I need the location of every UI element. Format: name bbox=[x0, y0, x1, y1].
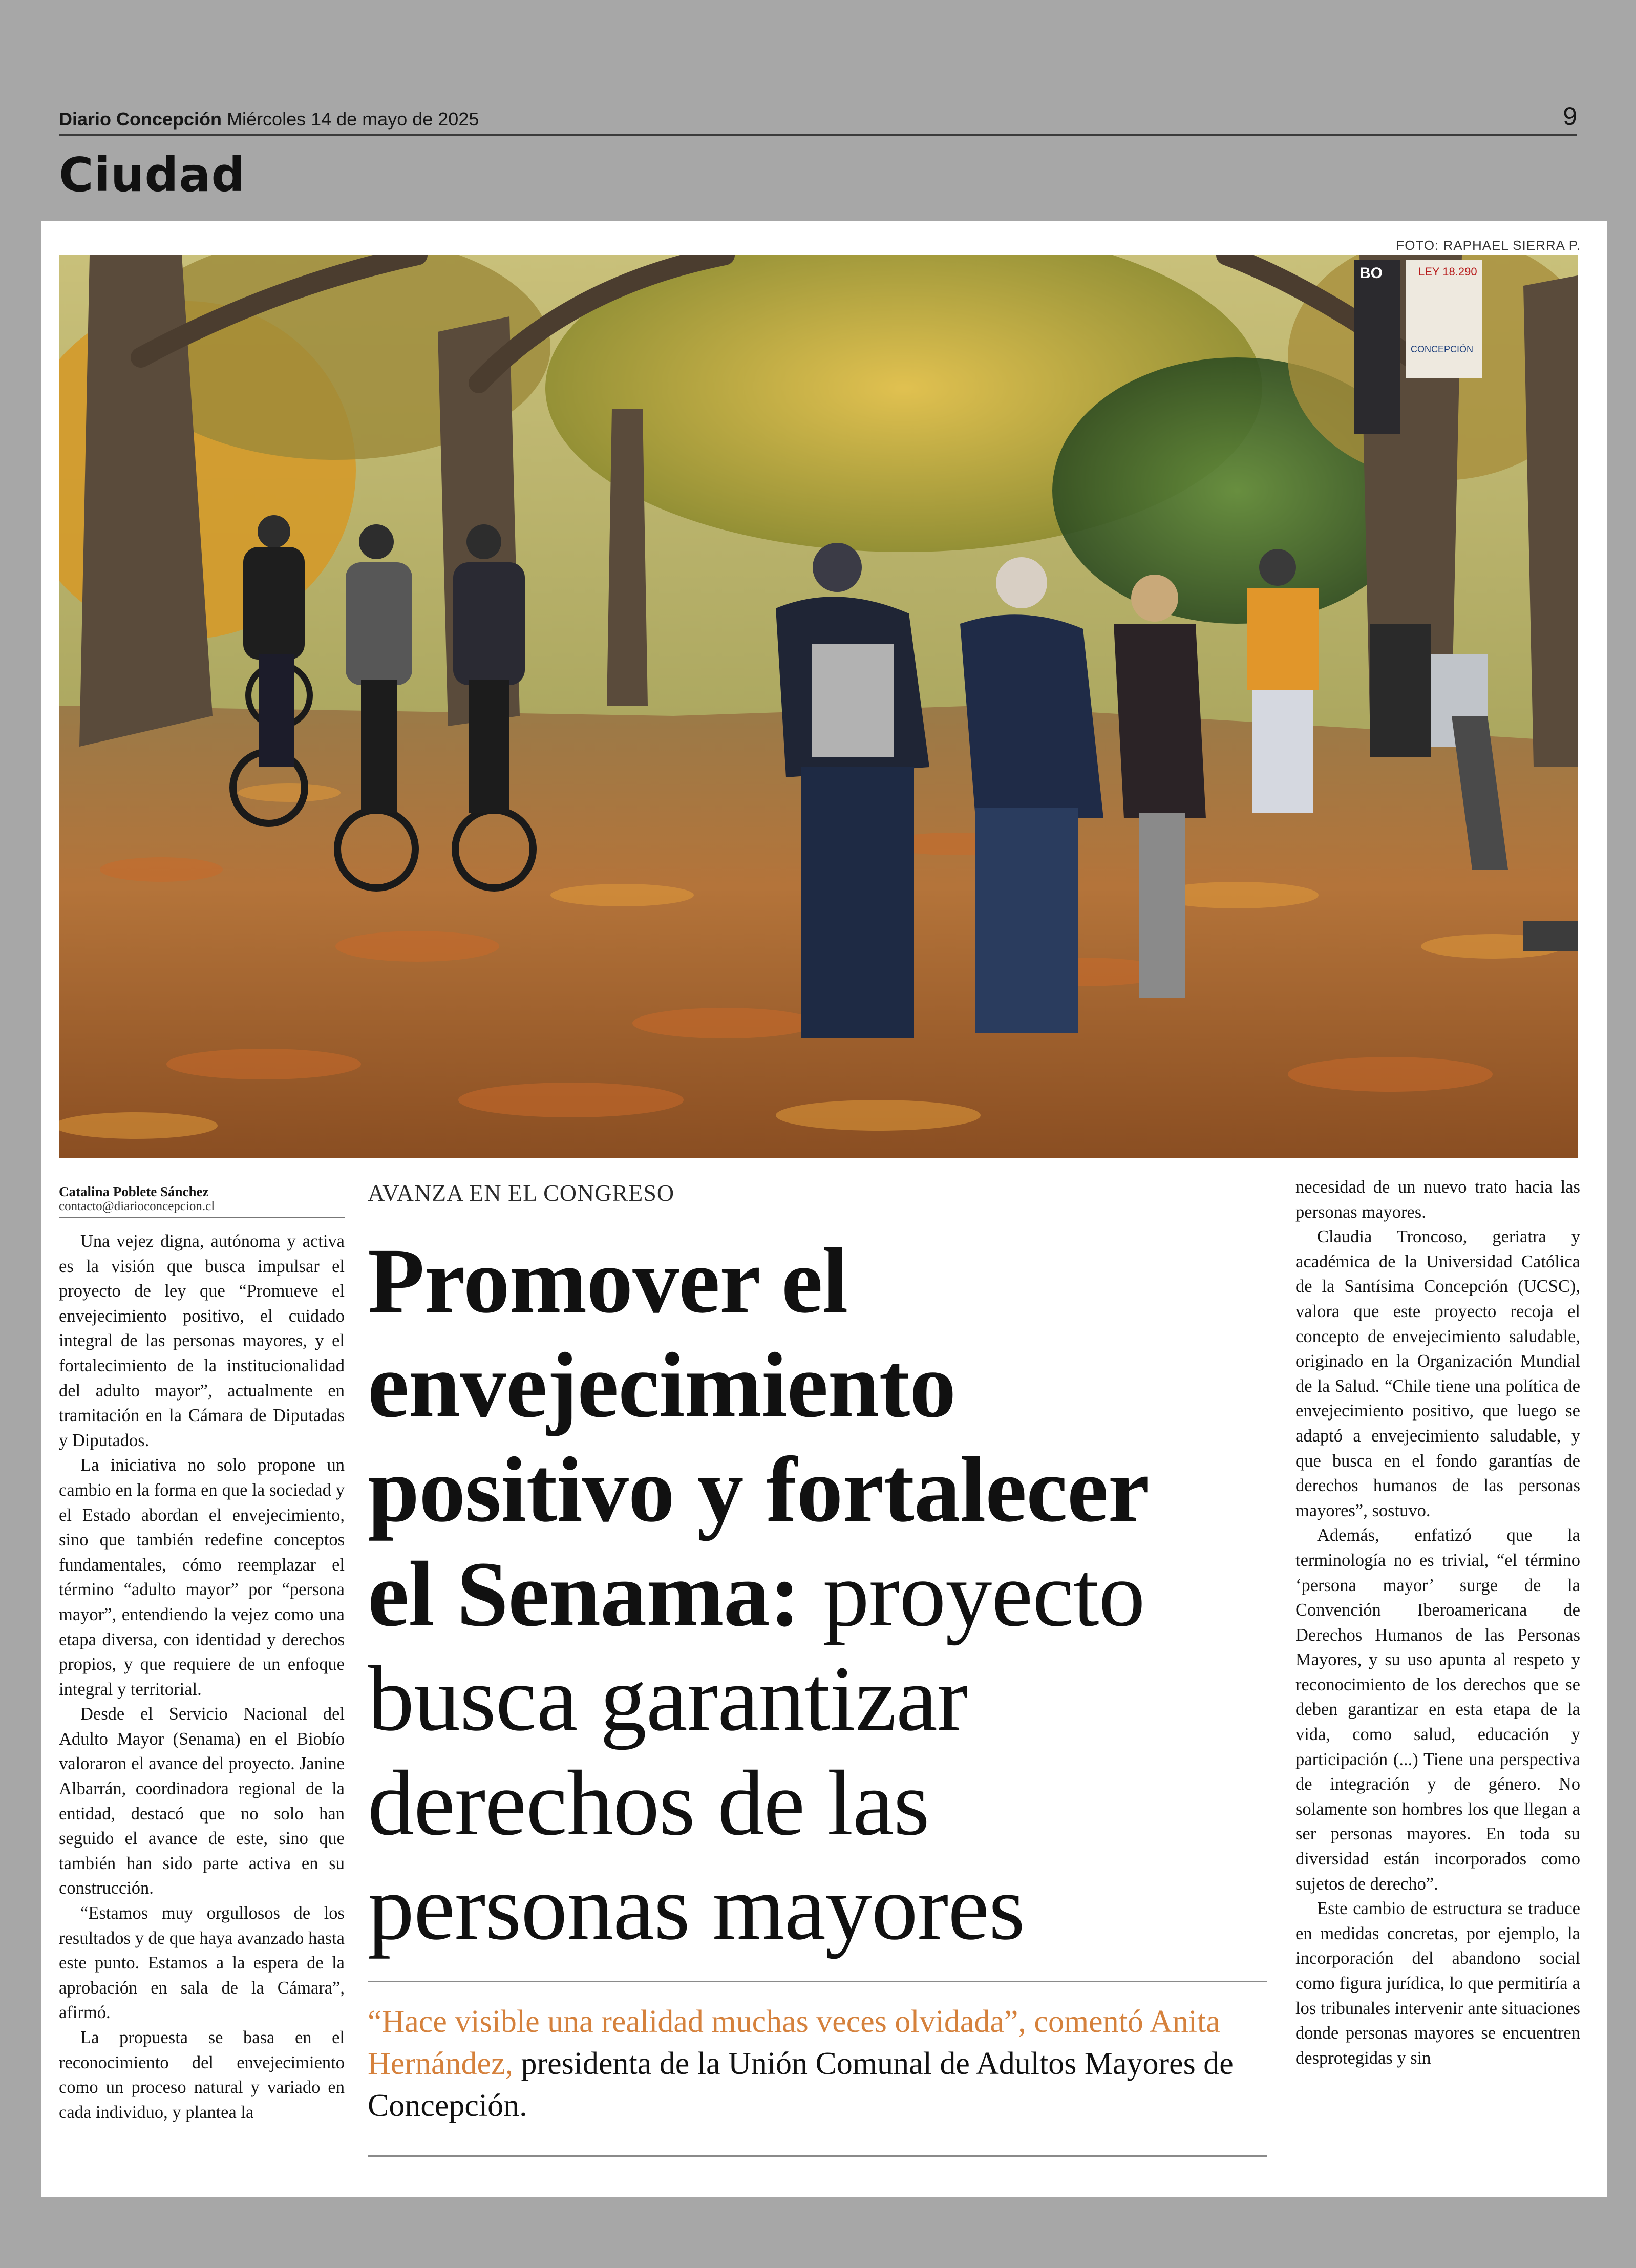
svg-text:LEY 18.290: LEY 18.290 bbox=[1418, 265, 1477, 278]
headline-line: derechos de las bbox=[368, 1752, 929, 1855]
paragraph: “Estamos muy orgullosos de los resultados y de que haya avanzado hasta este punto. Estamos a la espera de la aprobación en sala de la Cámara”, afirmó. bbox=[59, 1903, 345, 2023]
author-name: Catalina Poblete Sánchez bbox=[59, 1184, 209, 1199]
headline-line: Promover el bbox=[368, 1230, 848, 1332]
paragraph: Desde el Servicio Nacional del Adulto Mayor (Senama) en el Biobío valoraron el avance del proyecto. Janine Albarrán, coordinadora regional de la entidad, destacó que no solo han seguido el avance de este, sino que también han sido parte activa en su construcción. bbox=[59, 1704, 345, 1898]
masthead-line bbox=[59, 109, 479, 130]
section-title: Ciudad bbox=[59, 147, 246, 202]
svg-text:BO: BO bbox=[1359, 265, 1383, 282]
left-body bbox=[59, 1229, 345, 2125]
pull-quote-text bbox=[368, 2001, 1267, 2127]
paragraph: Una vejez digna, autónoma y activa es la visión que busca impulsar el proyecto de ley que “Promueve el envejecimiento positivo, el cuidado integral de las personas mayores, y el fortalecimiento de la institucionalidad del adulto mayor”, actualmente en tramitación en la Cámara de Diputadas y Diputados. bbox=[59, 1232, 345, 1450]
headline-line: personas mayores bbox=[368, 1856, 1025, 1959]
paragraph: Este cambio de estructura se traduce en medidas concretas, por ejemplo, la incorporación del abandono social como figura jurídica, lo que permitiría a los tribunales intervenir ante situaciones donde personas mayores se encuentren desprotegidas y sin bbox=[1295, 1899, 1580, 2068]
author-email: contacto@diarioconcepcion.cl bbox=[59, 1199, 215, 1213]
divider bbox=[368, 1981, 1267, 1982]
lead-photo bbox=[59, 255, 1578, 1158]
pull-quote bbox=[368, 2001, 1267, 2127]
headline-line: proyecto bbox=[800, 1543, 1145, 1646]
autumn-park-illustration bbox=[59, 255, 1578, 1158]
left-column bbox=[59, 1184, 345, 2125]
divider bbox=[368, 2155, 1267, 2157]
byline bbox=[59, 1184, 345, 1218]
headline-line: el Senama: bbox=[368, 1543, 800, 1646]
photo-credit: FOTO: RAPHAEL SIERRA P. bbox=[1396, 238, 1581, 253]
right-body bbox=[1295, 1175, 1580, 2070]
kicker: AVANZA EN EL CONGRESO bbox=[368, 1180, 675, 1206]
headline-line: busca garantizar bbox=[368, 1647, 968, 1750]
headline-line: positivo y fortalecer bbox=[368, 1438, 1149, 1541]
page-number: 9 bbox=[1563, 102, 1577, 131]
paragraph: necesidad de un nuevo trato hacia las personas mayores. bbox=[1295, 1177, 1580, 1222]
article-page bbox=[41, 221, 1607, 2197]
paragraph: Claudia Troncoso, geriatra y académica de la Universidad Católica de la Santísima Concepción (UCSC), valora que este proyecto recoja el concepto de envejecimiento saludable, originado en la Organización Mundial de la Salud. “Chile tiene una política de envejecimiento positivo, que luego se adaptó a envejecimiento saludable, y que busca en el fondo garantías de derechos humanos de las personas mayores”, sostuvo. bbox=[1295, 1227, 1580, 1520]
svg-text:CONCEPCIÓN: CONCEPCIÓN bbox=[1411, 344, 1474, 354]
right-column bbox=[1295, 1175, 1580, 2070]
headline bbox=[368, 1229, 1267, 1960]
paragraph: La iniciativa no solo propone un cambio en la forma en que la sociedad y el Estado abordan el envejecimiento, sino que también redefine conceptos fundamentales, cómo reemplazar el término “adulto mayor” por “persona mayor”, entendiendo la vejez como una etapa diversa, con identidad y derechos propios, y que requiere de un enfoque integral y territorial. bbox=[59, 1455, 345, 1699]
paragraph: Además, enfatizó que la terminología no es trivial, “el término ‘persona mayor’ surge de la Convención Iberoamericana de Derechos Humanos de las Personas Mayores, y su uso apunta al respeto y reconocimiento de los derechos que se deben garantizar en esta etapa de la vida, como salud, educación y participación (...) Tiene una perspectiva de integración y de género. No solamente son hombres los que llegan a ser personas mayores. En toda su diversidad están incorporados como sujetos de derecho”. bbox=[1295, 1525, 1580, 1894]
paragraph: La propuesta se basa en el reconocimiento del envejecimiento como un proceso natural y variado en cada individuo, y plantea la bbox=[59, 2028, 345, 2122]
headline-line: envejecimiento bbox=[368, 1334, 956, 1437]
issue-date: Miércoles 14 de mayo de 2025 bbox=[227, 109, 479, 130]
headline-block bbox=[368, 1178, 1267, 2157]
pull-quote-plain: presidenta de la Unión Comunal de Adultos Mayores de Concepción. bbox=[368, 2046, 1234, 2123]
pull-quote-accent: “Hace visible una realidad muchas veces olvidada”, comentó Anita Hernández, bbox=[368, 2004, 1220, 2081]
page-header bbox=[59, 102, 1577, 136]
newspaper-name: Diario Concepción bbox=[59, 109, 222, 130]
